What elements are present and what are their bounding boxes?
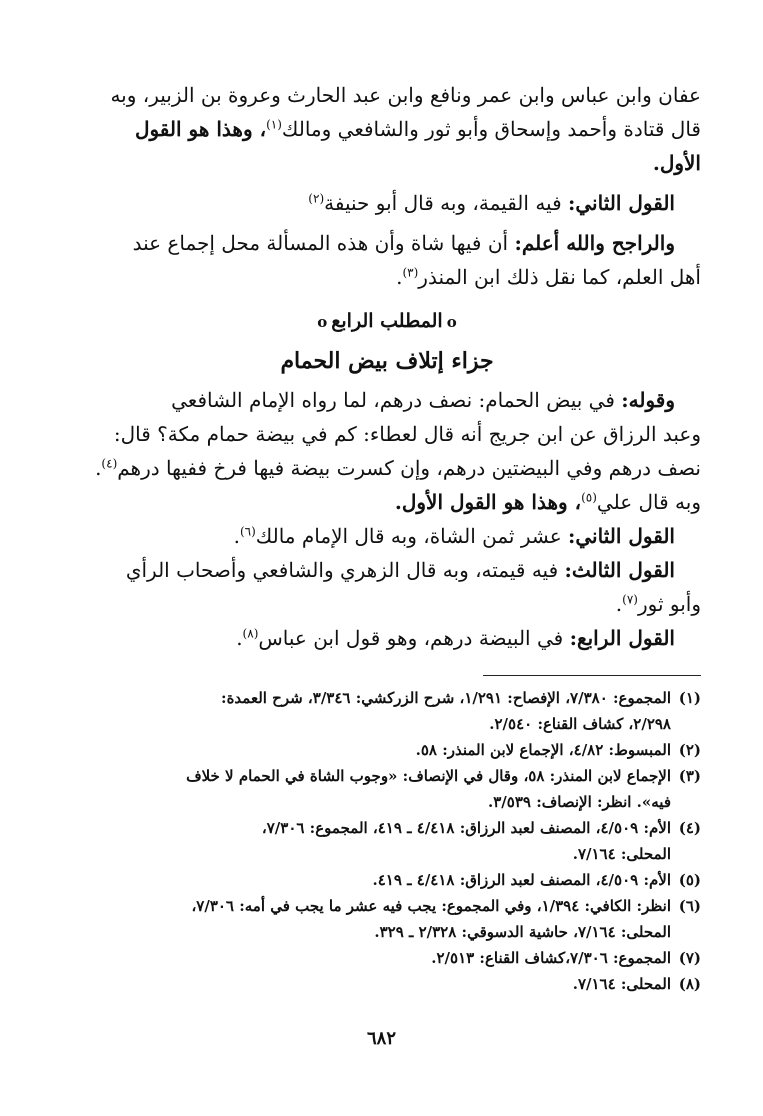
footnote-text: الأم: ٤/٥٠٩، المصنف لعبد الرزاق: ٤/٤١٨ ـ ٤١٩، المجموع: ٧/٣٠٦، — [261, 819, 671, 837]
footnote-item — [73, 893, 701, 919]
footnote-number: (٢) — [678, 741, 701, 759]
footnote-text: المحلى: ٧/١٦٤. — [572, 845, 671, 863]
footnote-text: المجموع: ٧/٣٠٦،كشاف القناع: ٢/٥١٣. — [431, 949, 671, 967]
text-line: وأبو ثور$^{(٧)}$. — [615, 592, 701, 616]
text-line — [73, 226, 701, 260]
footnote-text: المبسوط: ٤/٨٢، الإجماع لابن المنذر: ٥٨. — [415, 741, 671, 759]
footnote-ref[interactable]: (٢) — [308, 191, 325, 206]
footnotes — [73, 685, 701, 997]
text-line: أهل العلم، كما نقل ذلك ابن المنذر$^{(٣)}$. — [396, 265, 701, 289]
label: القول الثالث: — [564, 558, 675, 582]
text-line — [73, 383, 701, 417]
text-line — [73, 553, 701, 587]
text-line: القول الثاني: عشر ثمن الشاة، وبه قال الإمام مالك$^{(٦)}$. — [233, 524, 675, 548]
text-run: فيه قيمته، وبه قال الزهري والشافعي وأصحاب الرأي — [125, 558, 559, 582]
footnote-number: (٨) — [678, 975, 701, 993]
footnote-text: المحلى: ٧/١٦٤، حاشية الدسوقي: ٢/٣٢٨ ـ ٣٢٩. — [374, 923, 671, 941]
text-line — [73, 112, 701, 146]
label: القول الثاني: — [568, 524, 675, 548]
text-run: أن فيها شاة وأن هذه المسألة محل إجماع عند — [132, 231, 509, 255]
footnote-text: الإجماع لابن المنذر: ٥٨، وقال في الإنصاف: «وجوب الشاة في الحمام لا خلاف — [186, 767, 671, 785]
text-line — [73, 186, 701, 220]
text-run: في بيض الحمام: نصف درهم، لما رواه الإمام الشافعي — [171, 388, 615, 412]
footnote-number: (١) — [678, 689, 701, 707]
footnote-item — [73, 971, 701, 997]
text-line: عفان وابن عباس وابن عمر ونافع وابن عبد الحارث وعروة بن الزبير، وبه — [110, 83, 701, 107]
footnote-number: (٧) — [678, 949, 701, 967]
text-run: في البيضة درهم، وهو قول ابن عباس — [258, 626, 564, 650]
label: والراجح والله أعلم: — [514, 231, 675, 255]
footnote-text: الأم: ٤/٥٠٩، المصنف لعبد الرزاق: ٤/٤١٨ ـ ٤١٩. — [372, 871, 671, 889]
footnote-number: (٣) — [678, 767, 701, 785]
footnote-item — [73, 945, 701, 971]
circle-marker-icon: o — [446, 313, 457, 331]
footnote-text: انظر: الكافي: ١/٣٩٤، وفي المجموع: يجب فيه عشر ما يجب في أمه: ٧/٣٠٦، — [191, 897, 671, 915]
footnote-ref[interactable]: (٧) — [622, 592, 638, 607]
text-run: فيه القيمة، وبه قال أبو حنيفة — [324, 191, 562, 215]
section-label-text: المطلب الرابع — [331, 310, 443, 332]
text-run: ، وهذا هو القول الأول. — [394, 490, 582, 514]
section-label — [73, 304, 701, 339]
footnote-ref[interactable]: (١) — [266, 117, 282, 132]
text-run: قال قتادة وأحمد وإسحاق وأبو ثور والشافعي ومالك — [281, 117, 701, 141]
text-line: الأول. — [652, 151, 701, 175]
footnote-text: المجموع: ٧/٣٨٠، الإفصاح: ١/٢٩١، شرح الزركشي: ٣/٣٤٦، شرح العمدة: — [221, 689, 671, 707]
main-text — [73, 78, 701, 655]
text-run: أهل العلم، كما نقل ذلك ابن المنذر — [418, 265, 701, 289]
footnote-item — [73, 867, 701, 893]
footnote-ref[interactable]: (٨) — [242, 626, 259, 641]
text-run: ، وهذا هو القول — [134, 117, 267, 141]
footnote-ref[interactable]: (٣) — [402, 265, 419, 280]
footnote-ref[interactable]: (٥) — [581, 490, 597, 505]
footnote-number: (٤) — [678, 819, 701, 837]
text-run: نصف درهم وفي البيضتين درهم، وإن كسرت بيضة فيها فرخ ففيها درهم — [117, 456, 701, 480]
footnote-item — [73, 763, 701, 789]
label: القول الرابع: — [569, 626, 675, 650]
label: القول الثاني: — [568, 191, 675, 215]
footnote-item — [73, 685, 701, 711]
footnote-number: (٥) — [678, 871, 701, 889]
footnote-ref[interactable]: (٤) — [101, 456, 118, 471]
footnote-ref[interactable]: (٦) — [239, 524, 256, 539]
footnote-item — [73, 737, 701, 763]
footnote-item — [73, 815, 701, 841]
footnote-text: فيه». انظر: الإنصاف: ٣/٥٣٩. — [488, 793, 671, 811]
circle-marker-icon: o — [317, 313, 328, 331]
text-line: القول الرابع: في البيضة درهم، وهو قول ابن عباس$^{(٨)}$. — [236, 626, 675, 650]
text-run: وأبو ثور — [637, 592, 701, 616]
text-line — [73, 485, 701, 519]
text-run: عشر ثمن الشاة، وبه قال الإمام مالك — [255, 524, 562, 548]
footnote-number: (٦) — [678, 897, 701, 915]
text-line: نصف درهم وفي البيضتين درهم، وإن كسرت بيضة فيها فرخ ففيها درهم$^{(٤)}$. — [95, 456, 701, 480]
page-number: ٦٨٢ — [366, 1028, 396, 1049]
section-title: جزاء إتلاف بيض الحمام — [280, 348, 494, 374]
footnote-text: المحلى: ٧/١٦٤. — [572, 975, 671, 993]
text-line: وعبد الرزاق عن ابن جريج أنه قال لعطاء: كم في بيضة حمام مكة؟ قال: — [113, 422, 701, 446]
text-run: وبه قال علي — [596, 490, 701, 514]
footnote-text: ٢/٢٩٨، كشاف القناع: ٢/٥٤٠. — [489, 715, 671, 733]
label: وقوله: — [621, 388, 675, 412]
footnote-divider — [483, 675, 701, 676]
